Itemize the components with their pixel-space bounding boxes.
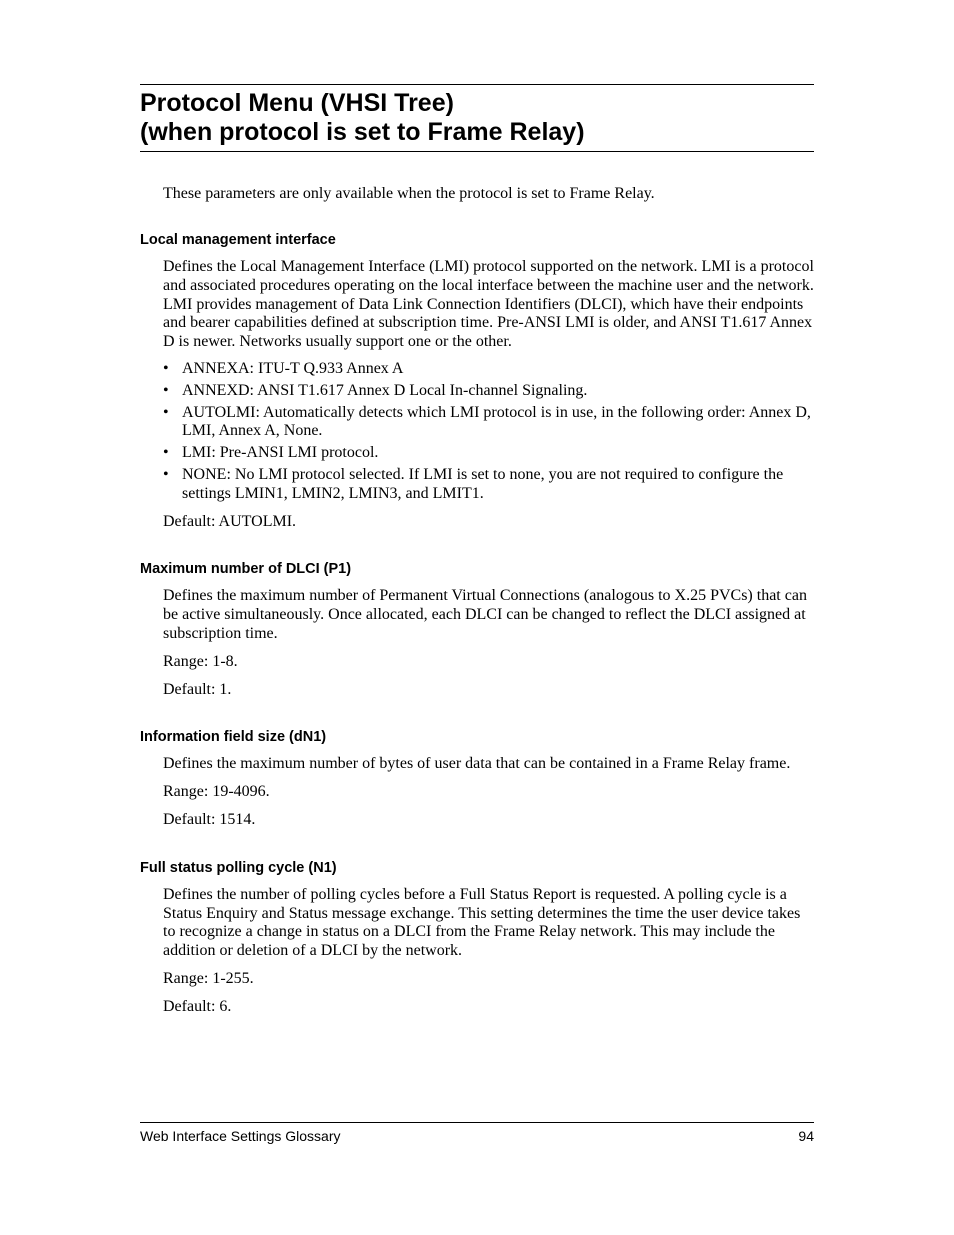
section-information-field-size — [140, 728, 814, 829]
intro-paragraph: These parameters are only available when the protocol is set to Frame Relay. — [163, 185, 655, 202]
section-full-status-polling-cycle — [140, 859, 814, 1017]
section-maximum-number-of-dlci — [140, 560, 814, 699]
page-title — [140, 84, 814, 152]
range-value: Range: 1-255. — [163, 969, 254, 987]
bullet-icon: • — [163, 381, 169, 399]
page-content — [140, 84, 814, 1017]
page-footer — [140, 1122, 814, 1144]
list-item-text: LMI: Pre-ANSI LMI protocol. — [182, 444, 379, 462]
list-item-text: ANNEXA: ITU-T Q.933 Annex A — [182, 359, 404, 377]
list-item — [163, 466, 814, 504]
section-description: Defines the maximum number of bytes of user data that can be contained in a Frame Relay frame. — [163, 755, 791, 773]
bullet-icon: • — [163, 444, 169, 462]
bullet-icon: • — [163, 359, 169, 377]
section-local-management-interface — [140, 231, 814, 531]
default-value: Default: 1514. — [163, 810, 256, 828]
list-item — [163, 444, 814, 463]
list-item-text: ANNEXD: ANSI T1.617 Annex D Local In-channel Signaling. — [182, 381, 588, 399]
bullet-icon: • — [163, 465, 169, 483]
lmi-options-list — [163, 360, 814, 504]
section-heading: Full status polling cycle (N1) — [140, 859, 337, 876]
section-heading: Local management interface — [140, 232, 336, 248]
title-line-1: Protocol Menu (VHSI Tree) — [140, 89, 454, 117]
section-description: Defines the Local Management Interface (LMI) protocol supported on the network. LMI is a protocol and associated procedures operating on the local interface between the machine user and the network. LMI provides management of Data Link Connection Identifiers (DLCI), which have their endpoints and bearer capabilities defined at subscription time. Pre-ANSI LMI is older, and ANSI T1.617 Annex D is newer. Networks usually support one or the other. — [163, 258, 814, 351]
list-item-text: NONE: No LMI protocol selected. If LMI is set to none, you are not required to configure the settings LMIN1, LMIN2, LMIN3, and LMIT1. — [182, 465, 784, 502]
section-description: Defines the maximum number of Permanent Virtual Connections (analogous to X.25 PVCs) that can be active simultaneously. Once allocated, each DLCI can be changed to reflect the DLCI assigned at subscription time. — [163, 587, 807, 642]
list-item — [163, 404, 814, 442]
range-value: Range: 19-4096. — [163, 783, 270, 801]
default-value: Default: AUTOLMI. — [163, 512, 297, 530]
default-value: Default: 1. — [163, 680, 232, 698]
section-description: Defines the number of polling cycles before a Full Status Report is requested. A polling cycle is a Status Enquiry and Status message exchange. This setting determines the time the user device takes to recognize a change in status on a DLCI from the Frame Relay network. This may include the addition or deletion of a DLCI by the network. — [163, 885, 801, 960]
list-item-text: AUTOLMI: Automatically detects which LMI protocol is in use, in the following order: Annex D, LMI, Annex A, None. — [182, 403, 811, 440]
section-heading: Information field size (dN1) — [140, 729, 327, 746]
default-value: Default: 6. — [163, 997, 232, 1015]
list-item — [163, 382, 814, 401]
list-item — [163, 360, 814, 379]
section-heading: Maximum number of DLCI (P1) — [140, 561, 352, 578]
range-value: Range: 1-8. — [163, 652, 238, 670]
page-number: 94 — [798, 1128, 814, 1144]
bullet-icon: • — [163, 403, 169, 421]
title-line-2: (when protocol is set to Frame Relay) — [140, 118, 585, 146]
footer-document-title: Web Interface Settings Glossary — [140, 1128, 341, 1144]
